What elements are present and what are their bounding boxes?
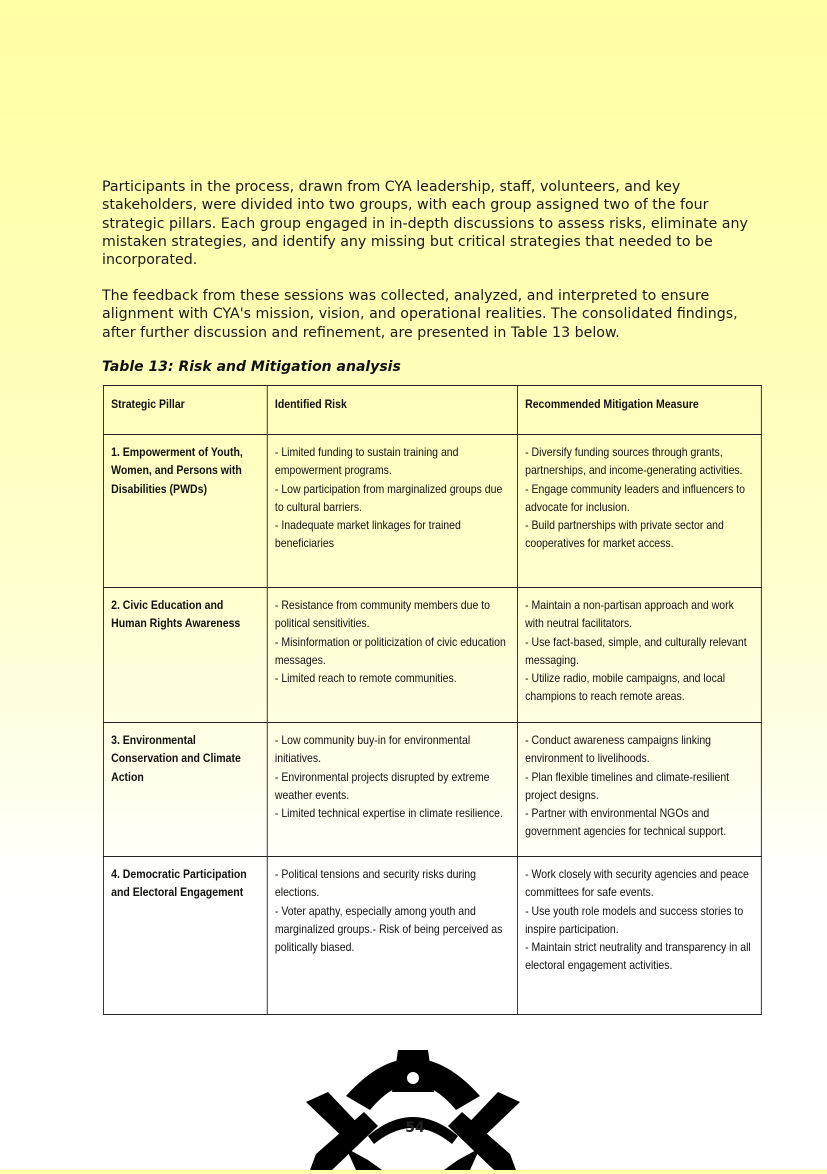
pillar-cell: 3. Environmental Conservation and Climate Action bbox=[103, 723, 267, 857]
risk-item: - Voter apathy, especially among youth and marginalized groups.- Risk of being perceived as politically biased. bbox=[274, 904, 503, 955]
mitigation-cell bbox=[517, 723, 761, 857]
mitigation-item: - Work closely with security agencies and peace committees for safe events. bbox=[525, 868, 749, 900]
risk-item: - Political tensions and security risks during elections. bbox=[274, 868, 477, 900]
mitigation-item: - Utilize radio, mobile campaigns, and local champions to reach remote areas. bbox=[525, 672, 726, 704]
mitigation-item: - Conduct awareness campaigns linking environment to livelihoods. bbox=[525, 734, 712, 766]
risk-item: - Misinformation or politicization of civic education messages. bbox=[274, 635, 506, 667]
risk-item: - Limited reach to remote communities. bbox=[274, 672, 457, 686]
risk-mitigation-table bbox=[103, 385, 762, 1015]
risk-cell bbox=[267, 435, 517, 588]
mitigation-cell bbox=[517, 435, 761, 588]
header-strategic-pillar: Strategic Pillar bbox=[103, 386, 267, 435]
risk-item: - Environmental projects disrupted by extreme weather events. bbox=[274, 770, 490, 802]
risk-item: - Low community buy-in for environmental initiatives. bbox=[274, 734, 471, 766]
cya-emblem-icon bbox=[306, 1036, 520, 1170]
table-header-row bbox=[103, 386, 761, 435]
mitigation-cell bbox=[517, 857, 761, 1015]
table-row bbox=[103, 435, 761, 588]
mitigation-item: - Use youth role models and success stories to inspire participation. bbox=[525, 904, 744, 936]
mitigation-item: - Maintain strict neutrality and transparency in all electoral engagement activities. bbox=[525, 941, 751, 973]
header-identified-risk: Identified Risk bbox=[267, 386, 517, 435]
mitigation-item: - Plan flexible timelines and climate-resilient project designs. bbox=[525, 770, 730, 802]
table-row bbox=[103, 723, 761, 857]
risk-cell bbox=[267, 857, 517, 1015]
feedback-paragraph: The feedback from these sessions was collected, analyzed, and interpreted to ensure alignment with CYA's mission, vision, and operational realities. The consolidated findings, after further discussion and refinement, are presented in Table 13 below. bbox=[102, 288, 738, 341]
risk-cell bbox=[267, 723, 517, 857]
mitigation-item: - Use fact-based, simple, and culturally relevant messaging. bbox=[525, 635, 747, 667]
risk-item: - Limited technical expertise in climate resilience. bbox=[274, 807, 503, 821]
risk-item: - Low participation from marginalized groups due to cultural barriers. bbox=[274, 482, 503, 514]
mitigation-item: - Engage community leaders and influencers to advocate for inclusion. bbox=[525, 482, 745, 514]
mitigation-cell bbox=[517, 588, 761, 723]
table-row bbox=[103, 588, 761, 723]
risk-item: - Resistance from community members due to political sensitivities. bbox=[274, 599, 491, 631]
pillar-cell: 2. Civic Education and Human Rights Awareness bbox=[103, 588, 267, 723]
table-row bbox=[103, 857, 761, 1015]
intro-paragraph: Participants in the process, drawn from CYA leadership, staff, volunteers, and key stakeholders, were divided into two groups, with each group assigned two of the four strategic pillars. Each group engaged in in-depth discussions to assess risks, eliminate any mistaken strategies, and identify any missing but critical strategies that needed to be incorporated. bbox=[102, 179, 748, 269]
pillar-cell: 1. Empowerment of Youth, Women, and Persons with Disabilities (PWDs) bbox=[103, 435, 267, 588]
risk-cell bbox=[267, 588, 517, 723]
mitigation-item: - Build partnerships with private sector and cooperatives for market access. bbox=[525, 519, 724, 551]
table-caption: Table 13: Risk and Mitigation analysis bbox=[102, 359, 401, 375]
header-mitigation-measure: Recommended Mitigation Measure bbox=[517, 386, 761, 435]
mitigation-item: - Partner with environmental NGOs and government agencies for technical support. bbox=[525, 807, 727, 839]
page-number: 54 bbox=[405, 1120, 425, 1136]
mitigation-item: - Maintain a non-partisan approach and work with neutral facilitators. bbox=[525, 599, 734, 631]
risk-item: - Inadequate market linkages for trained beneficiaries bbox=[274, 519, 461, 551]
risk-item: - Limited funding to sustain training and empowerment programs. bbox=[274, 446, 459, 478]
pillar-cell: 4. Democratic Participation and Electoral Engagement bbox=[103, 857, 267, 1015]
mitigation-item: - Diversify funding sources through grants, partnerships, and income-generating activities. bbox=[525, 446, 743, 478]
